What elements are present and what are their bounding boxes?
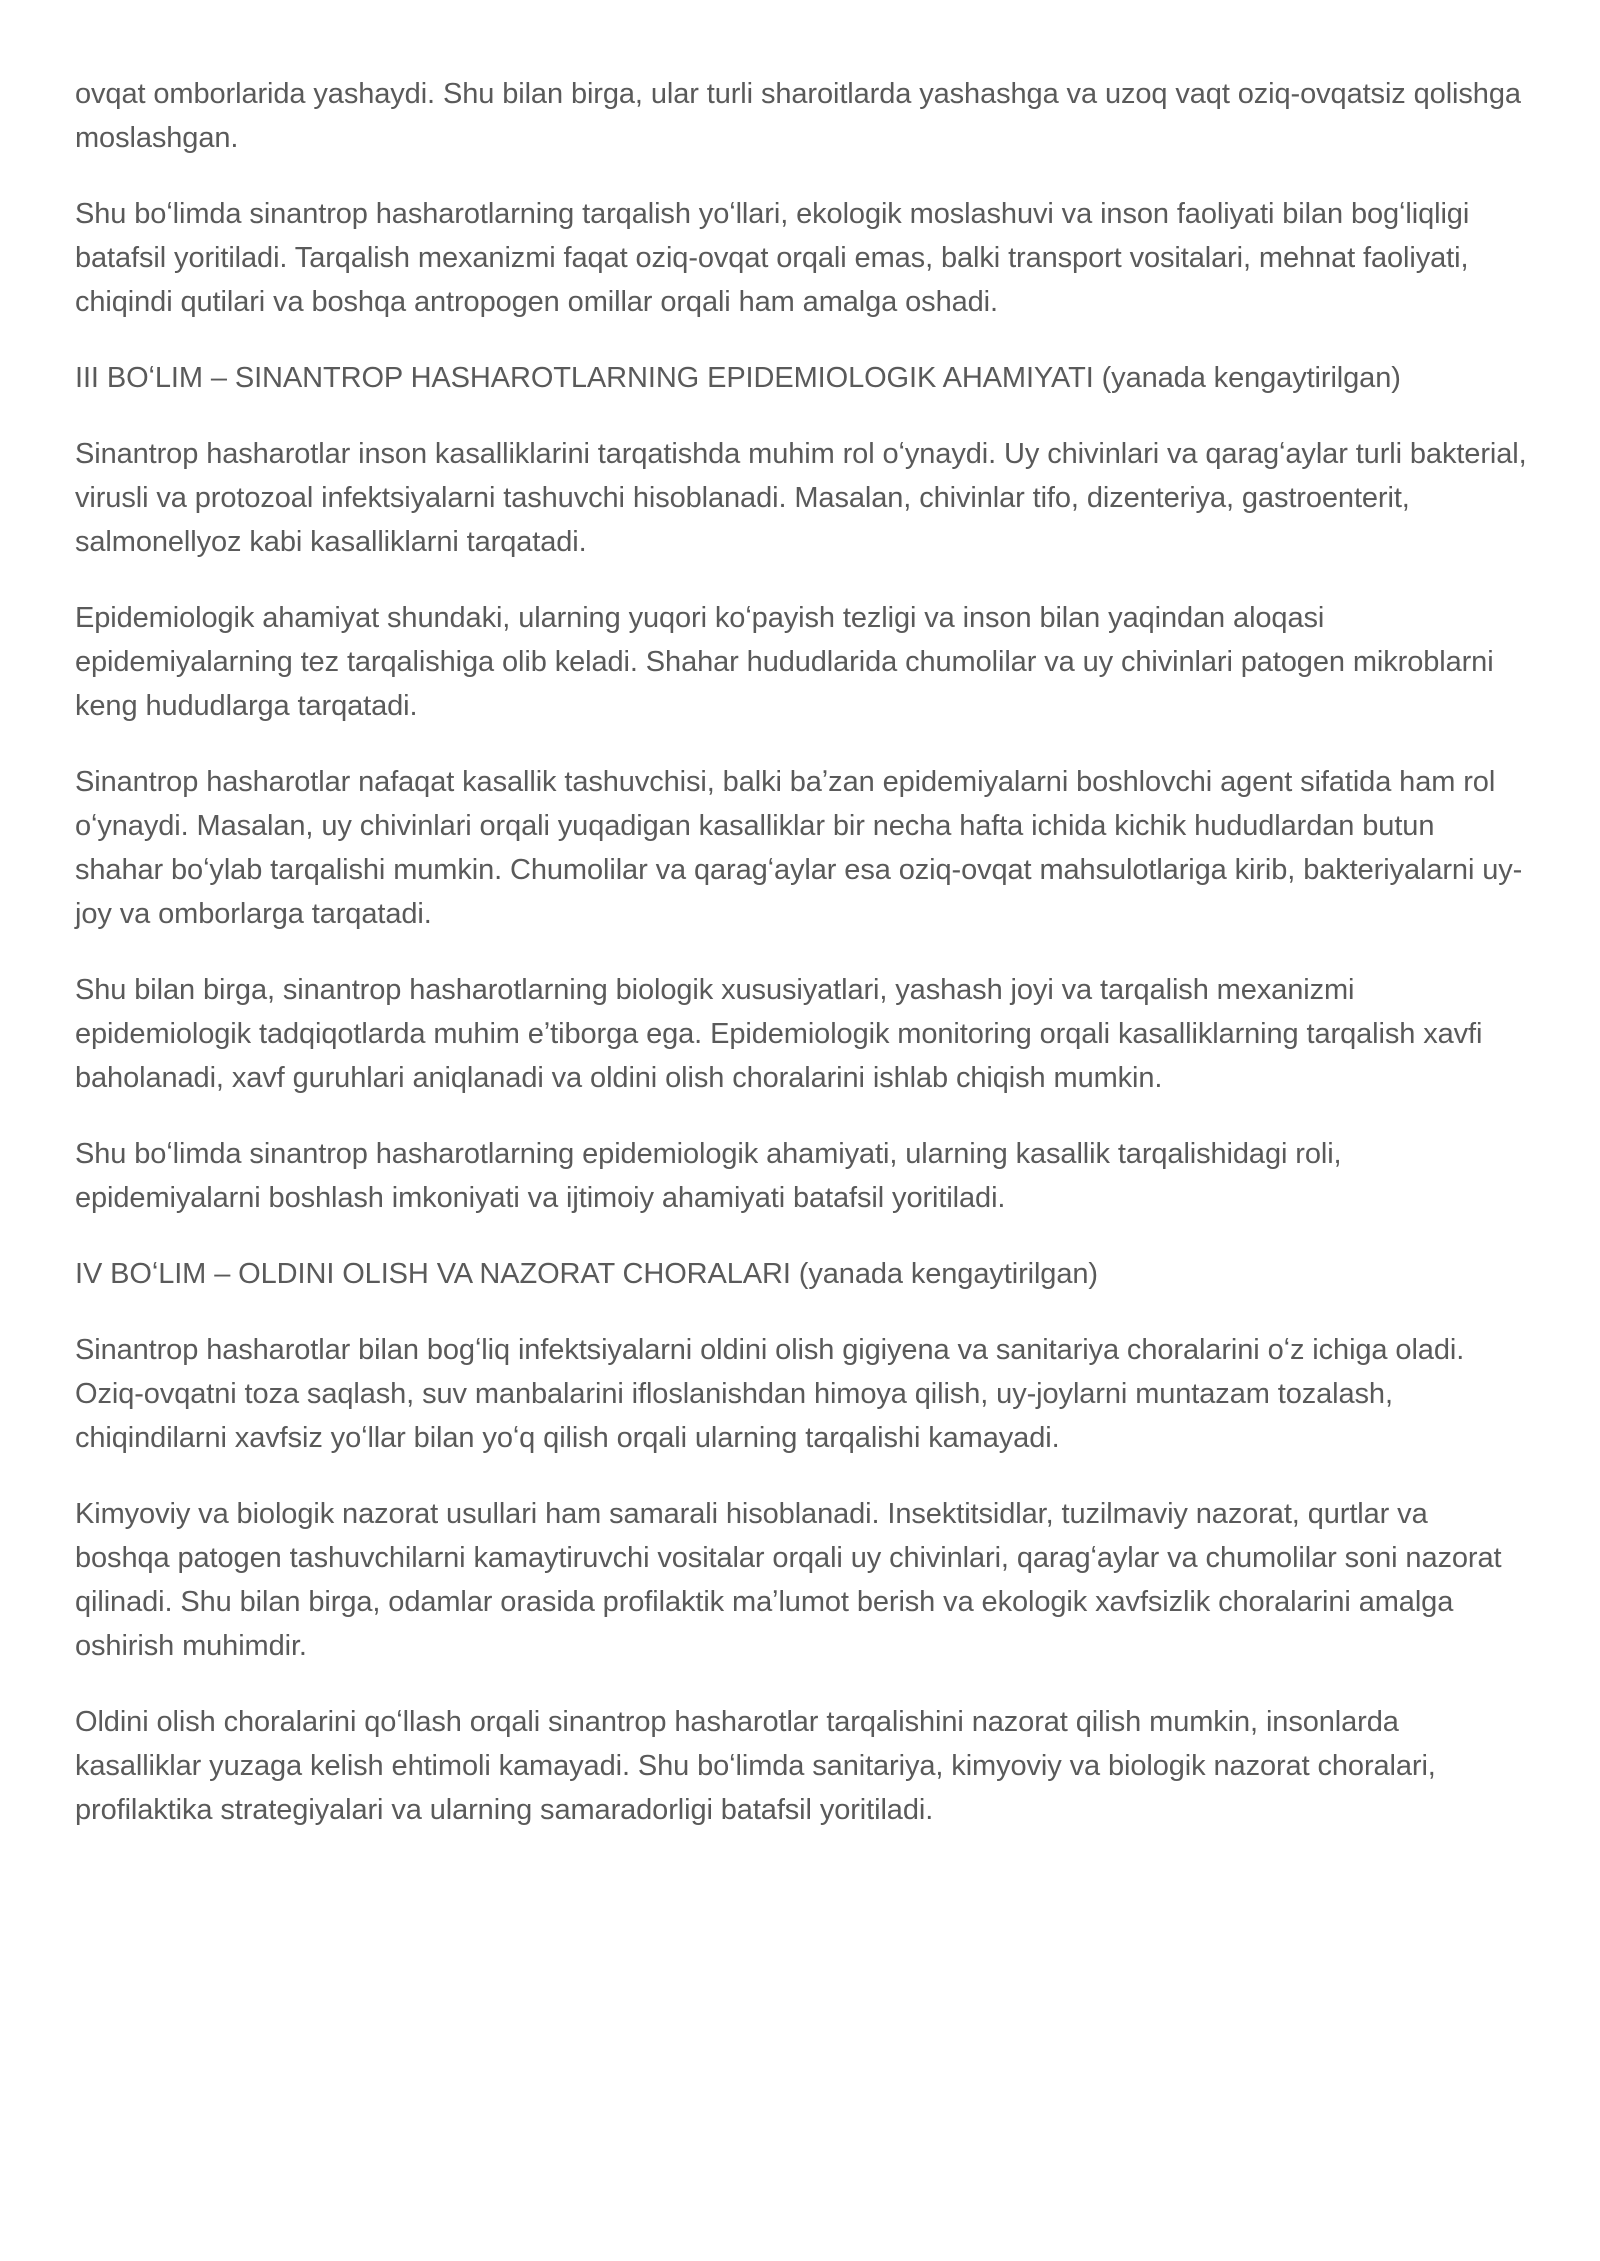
paragraph-epidemic-agent: Sinantrop hasharotlar nafaqat kasallik tashuvchisi, balki baʼzan epidemiyalarni boshlovchi agent sifatida ham rol oʻynaydi. Masalan, uy chivinlari orqali yuqadigan kasalliklar bir necha hafta ichida kichik hududlardan butun shahar boʻylab tarqalishi mumkin. Chumolilar va qaragʻaylar esa oziq-ovqat mahsulotlariga kirib, bakteriyalarni uy-joy va omborlarga tarqatadi.	[75, 766, 1523, 930]
paragraph-section-iv-summary: Oldini olish choralarini qoʻllash orqali sinantrop hasharotlar tarqalishini nazorat qilish mumkin, insonlarda kasalliklar yuzaga kelish ehtimoli kamayadi. Shu boʻlimda sanitariya, kimyoviy va biologik nazorat choralari, profilaktika strategiyalari va ularning samaradorligi batafsil yoritiladi.	[75, 1706, 1436, 1826]
section-heading-iii: III BOʻLIM – SINANTROP HASHAROTLARNING EPIDEMIOLOGIK AHAMIYATI (yanada kengaytirilgan)	[75, 362, 1401, 394]
paragraph-disease-role: Sinantrop hasharotlar inson kasalliklarini tarqatishda muhim rol oʻynaydi. Uy chivinlari va qaragʻaylar turli bakterial, virusli va protozoal infektsiyalarni tashuvchi hisoblanadi. Masalan, chivinlar tifo, dizenteriya, gastroenterit, salmonellyoz kabi kasalliklarni tarqatadi.	[75, 438, 1527, 558]
paragraph-spread-routes: Shu boʻlimda sinantrop hasharotlarning tarqalish yoʻllari, ekologik moslashuvi va inson faoliyati bilan bogʻliqligi batafsil yoritiladi. Tarqalish mexanizmi faqat oziq-ovqat orqali emas, balki transport vositalari, mehnat faoliyati, chiqindi qutilari va boshqa antropogen omillar orqali ham amalga oshadi.	[75, 198, 1470, 318]
section-heading-iv: IV BOʻLIM – OLDINI OLISH VA NAZORAT CHORALARI (yanada kengaytirilgan)	[75, 1258, 1098, 1290]
paragraph-intro-continuation: ovqat omborlarida yashaydi. Shu bilan birga, ular turli sharoitlarda yashashga va uzoq vaqt oziq-ovqatsiz qolishga moslashgan.	[75, 78, 1521, 154]
paragraph-hygiene-measures: Sinantrop hasharotlar bilan bogʻliq infektsiyalarni oldini olish gigiyena va sanitariya choralarini oʻz ichiga oladi. Oziq-ovqatni toza saqlash, suv manbalarini ifloslanishdan himoya qilish, uy-joylarni muntazam tozalash, chiqindilarni xavfsiz yoʻllar bilan yoʻq qilish orqali ularning tarqalishi kamayadi.	[75, 1334, 1465, 1454]
paragraph-monitoring: Shu bilan birga, sinantrop hasharotlarning biologik xususiyatlari, yashash joyi va tarqalish mexanizmi epidemiologik tadqiqotlarda muhim eʼtiborga ega. Epidemiologik monitoring orqali kasalliklarning tarqalish xavfi baholanadi, xavf guruhlari aniqlanadi va oldini olish choralarini ishlab chiqish mumkin.	[75, 974, 1483, 1094]
paragraph-epidemiological-importance: Epidemiologik ahamiyat shundaki, ularning yuqori koʻpayish tezligi va inson bilan yaqindan aloqasi epidemiyalarning tez tarqalishiga olib keladi. Shahar hududlarida chumolilar va uy chivinlari patogen mikroblarni keng hududlarga tarqatadi.	[75, 602, 1494, 722]
paragraph-chemical-biological-control: Kimyoviy va biologik nazorat usullari ham samarali hisoblanadi. Insektitsidlar, tuzilmaviy nazorat, qurtlar va boshqa patogen tashuvchilarni kamaytiruvchi vositalar orqali uy chivinlari, qaragʻaylar va chumolilar soni nazorat qilinadi. Shu bilan birga, odamlar orasida profilaktik maʼlumot berish va ekologik xavfsizlik choralarini amalga oshirish muhimdir.	[75, 1498, 1502, 1662]
paragraph-section-iii-summary: Shu boʻlimda sinantrop hasharotlarning epidemiologik ahamiyati, ularning kasallik tarqalishidagi roli, epidemiyalarni boshlash imkoniyati va ijtimoiy ahamiyati batafsil yoritiladi.	[75, 1138, 1342, 1214]
